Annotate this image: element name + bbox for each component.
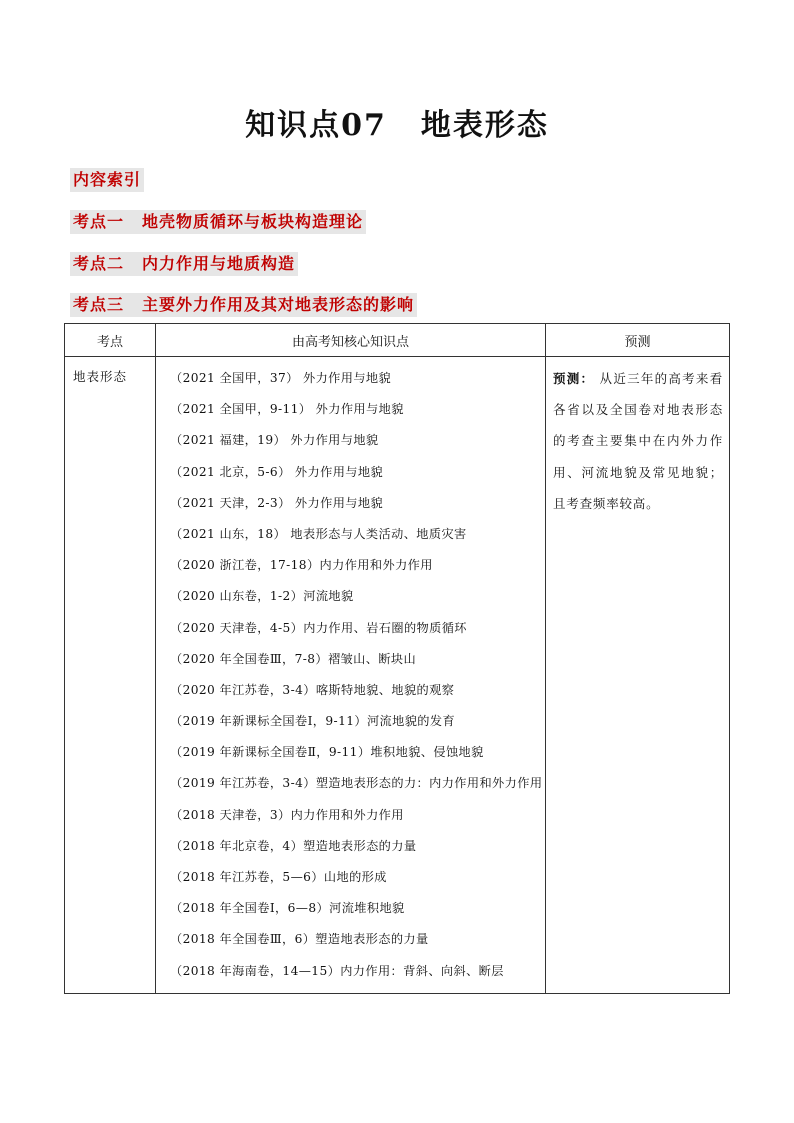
list-item: （2020 浙江卷，17-18）内力作用和外力作用 <box>170 558 433 573</box>
index-item-label: 考点二 <box>73 254 125 273</box>
list-item: （2019 年新课标全国卷Ⅱ，9-11）堆积地貌、侵蚀地貌 <box>170 745 484 760</box>
knowledge-table <box>64 323 730 994</box>
list-item: （2019 年江苏卷，3-4）塑造地表形态的力：内力作用和外力作用 <box>170 776 543 791</box>
index-item-3 <box>70 293 417 317</box>
prediction-text: 从近三年的高考来看各省以及全国卷对地表形态的考查主要集中在内外力作用、河流地貌及常见地貌；且考查频率较高。 <box>553 371 723 511</box>
list-item: （2020 山东卷，1-2）河流地貌 <box>170 589 354 604</box>
index-item-2 <box>70 252 298 276</box>
list-item: （2020 天津卷，4-5）内力作用、岩石圈的物质循环 <box>170 620 467 635</box>
header-points: 由高考知核心知识点 <box>156 324 546 357</box>
list-item: （2021 全国甲，37） 外力作用与地貌 <box>170 371 392 385</box>
table-row <box>65 357 730 994</box>
list-item: （2020 年全国卷Ⅲ，7-8）褶皱山、断块山 <box>170 651 417 666</box>
header-prediction: 预测 <box>546 324 730 357</box>
title-part1: 知识点07 <box>245 108 387 143</box>
topic-cell: 地表形态 <box>65 357 156 994</box>
list-item: （2018 年海南卷，14—15）内力作用：背斜、向斜、断层 <box>170 963 504 978</box>
index-item-text: 地壳物质循环与板块构造理论 <box>142 212 364 231</box>
index-item-label: 考点三 <box>73 295 125 314</box>
index-item-text: 主要外力作用及其对地表形态的影响 <box>142 295 415 314</box>
list-item: （2021 天津，2-3） 外力作用与地貌 <box>170 495 384 510</box>
list-item: （2018 年全国卷Ⅲ，6）塑造地表形态的力量 <box>170 932 429 947</box>
title-part2: 地表形态 <box>420 108 549 143</box>
page-title <box>0 104 794 148</box>
list-item: （2018 年北京卷，4）塑造地表形态的力量 <box>170 838 417 853</box>
index-item-1 <box>70 210 366 234</box>
list-item: （2019 年新课标全国卷Ⅰ，9-11）河流地貌的发育 <box>170 714 456 729</box>
index-item-label: 考点一 <box>73 212 125 231</box>
list-item: （2021 福建，19） 外力作用与地貌 <box>170 433 379 448</box>
index-heading: 内容索引 <box>70 168 144 192</box>
list-item: （2021 全国甲，9-11） 外力作用与地貌 <box>170 402 404 417</box>
prediction-cell <box>546 357 730 994</box>
list-item: （2018 年江苏卷，5—6）山地的形成 <box>170 870 387 884</box>
index-item-text: 内力作用与地质构造 <box>142 254 296 273</box>
list-item: （2021 北京，5-6） 外力作用与地貌 <box>170 464 384 479</box>
header-topic: 考点 <box>65 324 156 357</box>
list-item: （2018 年全国卷Ⅰ，6—8）河流堆积地貌 <box>170 901 405 916</box>
table-header-row <box>65 324 730 357</box>
list-item: （2018 天津卷，3）内力作用和外力作用 <box>170 807 404 822</box>
prediction-label: 预测： <box>553 371 595 386</box>
list-item: （2021 山东，18） 地表形态与人类活动、地质灾害 <box>170 526 467 541</box>
points-cell <box>156 357 546 994</box>
list-item: （2020 年江苏卷，3-4）喀斯特地貌、地貌的观察 <box>170 682 455 697</box>
